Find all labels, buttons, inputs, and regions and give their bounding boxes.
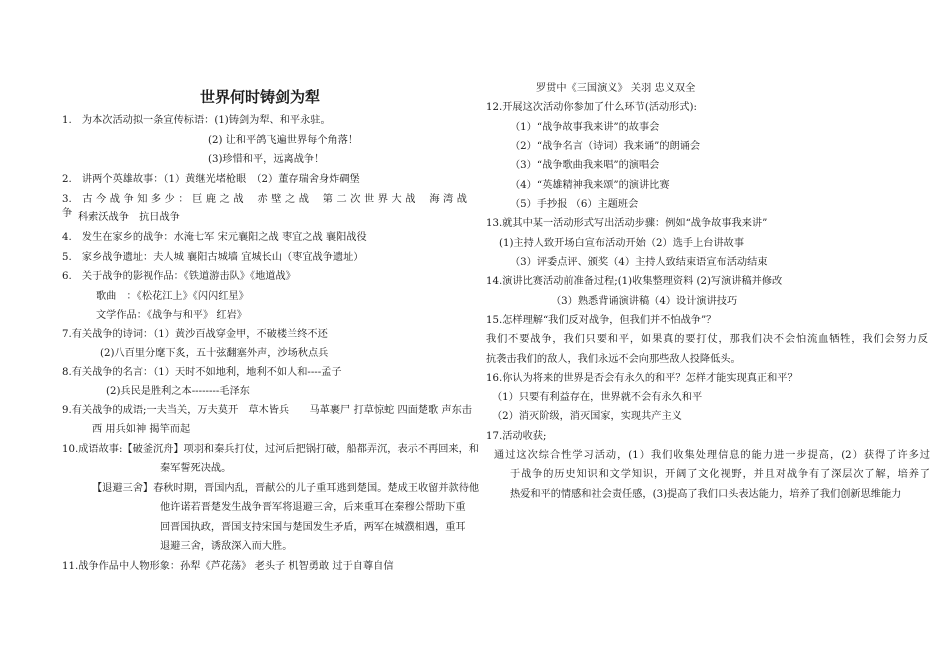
text-line: （3）熟悉背诵演讲稿（4）设计演讲技巧: [551, 296, 738, 307]
text-line: 17.活动收获;: [486, 431, 547, 442]
text-line: 2. 讲两个英雄故事：（1）黄继光堵枪眼 （2）董存瑞舍身炸碉堡: [62, 174, 360, 185]
text-line: 热爱和平的情感和社会责任感，(3)提高了我们口头表达能力，培养了我们创新思维能力: [510, 489, 902, 500]
text-line: 11.战争作品中人物形象：孙犁《芦花荡》 老头子 机智勇敢 过于自尊自信: [62, 561, 394, 572]
text-line: 5. 家乡战争遗址：夫人城 襄阳古城墙 宜城长山（枣宜战争遗址）: [62, 252, 364, 263]
text-line: （5）手抄报 （6）主题班会: [510, 199, 639, 210]
text-line: 12.开展这次活动你参加了什么环节(活动形式):: [486, 102, 697, 113]
text-line: 1. 为本次活动拟一条宣传标语：(1)铸剑为犁、和平永驻。: [62, 115, 331, 126]
text-line: (3)珍惜和平，远离战争！: [208, 154, 325, 165]
text-line: 于战争的历史知识和文学知识，开阔了文化视野，并且对战争有了深层次了解，培养了: [510, 469, 930, 480]
page-title: 世界何时铸剑为犁: [200, 88, 321, 106]
text-line: (2)八百里分麾下炙，五十弦翻塞外声，沙场秋点兵: [100, 348, 329, 359]
text-line: 4. 发生在家乡的战争：水淹七军 宋元襄阳之战 枣宜之战 襄阳战役: [62, 232, 367, 243]
text-line: 15.怎样理解“我们反对战争，但我们并不怕战争”？: [486, 315, 717, 326]
text-line: （2）消灭阶级，消灭国家，实现共产主义: [492, 411, 682, 422]
text-line: 文学作品：《战争与和平》 红岩》: [96, 310, 247, 321]
text-line: 退避三舍，诱敌深入而大胜。: [160, 541, 293, 552]
text-line: （1）“战争故事我来讲”的故事会: [510, 122, 660, 133]
text-line: (2)兵民是胜利之本--------毛泽东: [106, 386, 250, 397]
text-line: （3）“战争歌曲我来唱”的演唱会: [510, 160, 660, 171]
text-line: 14.演讲比赛活动前准备过程;(1)收集整理资料 (2)写演讲稿并修改: [486, 276, 783, 287]
text-line: 3. 古 今 战 争 知 多 少 ： 巨 鹿 之 战 赤 壁 之 战 第 二 次 世 界 大 战 海 湾 战 争: [62, 194, 467, 219]
text-line: 10.成语故事:【破釜沉舟】项羽和秦兵打仗，过河后把锅打破，船都弄沉，表示不再回来，和: [62, 444, 479, 455]
text-line: （2）“战争名言（诗词）我来诵”的朗诵会: [510, 141, 701, 152]
text-line: 科索沃战争 抗日战争: [78, 212, 180, 223]
text-line: 8.有关战争的名言：（1）天时不如地利，地利不如人和----孟子: [62, 367, 342, 378]
text-line: 歌曲 ：《松花江上》《闪闪红星》: [96, 291, 249, 302]
text-line: 回晋国执政，晋国支持宋国与楚国发生矛盾，两军在城濮相遇，重耳: [160, 522, 466, 533]
text-line: (1)主持人致开场白宣布活动开始（2）选手上台讲故事: [499, 238, 745, 249]
text-line: （1）只要有利益存在，世界就不会有永久和平: [492, 392, 703, 403]
text-line: 13.就其中某一活动形式写出活动步骤：例如“战争故事我来讲”: [486, 218, 768, 229]
text-line: 6. 关于战争的影视作品：《铁道游击队》《地道战》: [62, 271, 296, 282]
text-line: 7.有关战争的诗词：（1）黄沙百战穿金甲，不破楼兰终不还: [62, 329, 328, 340]
text-line: (2) 让和平鸽飞遍世界每个角落！: [208, 135, 359, 146]
text-line: 我们不要战争，我们只要和平，如果真的要打仗，那我们决不会怕流血牺牲，我们会努力反: [486, 334, 928, 345]
text-line: 16.你认为将来的世界是否会有永久的和平？怎样才能实现真正和平？: [486, 373, 798, 384]
text-line: 西 用兵如神 揭竿而起: [92, 424, 191, 435]
text-line: 通过这次综合性学习活动，(1）我们收集处理信息的能力进一步提高，(2）获得了许多过: [494, 450, 930, 461]
text-line: 他许诺若晋楚发生战争晋军将退避三舍，后来重耳在秦穆公帮助下重: [160, 502, 466, 513]
text-line: 罗贯中《三国演义》 关羽 忠义双全: [536, 83, 696, 94]
text-line: （4）“英雄精神我来颂”的演讲比赛: [510, 180, 670, 191]
text-line: 【退避三舍】春秋时期，晋国内乱，晋献公的儿子重耳逃到楚国。楚成王收留并款待他: [92, 483, 480, 494]
text-line: 抗袭击我们的敌人，我们永远不会向那些敌人投降低头。: [486, 354, 741, 365]
text-line: 秦军誓死决战。: [160, 463, 232, 474]
text-line: 9.有关战争的成语;一夫当关，万夫莫开 草木皆兵 马革裹尸 打草惊蛇 四面楚歌 声东击: [62, 405, 472, 416]
text-line: （3）评委点评、颁奖（4）主持人致结束语宣布活动结束: [510, 257, 768, 268]
